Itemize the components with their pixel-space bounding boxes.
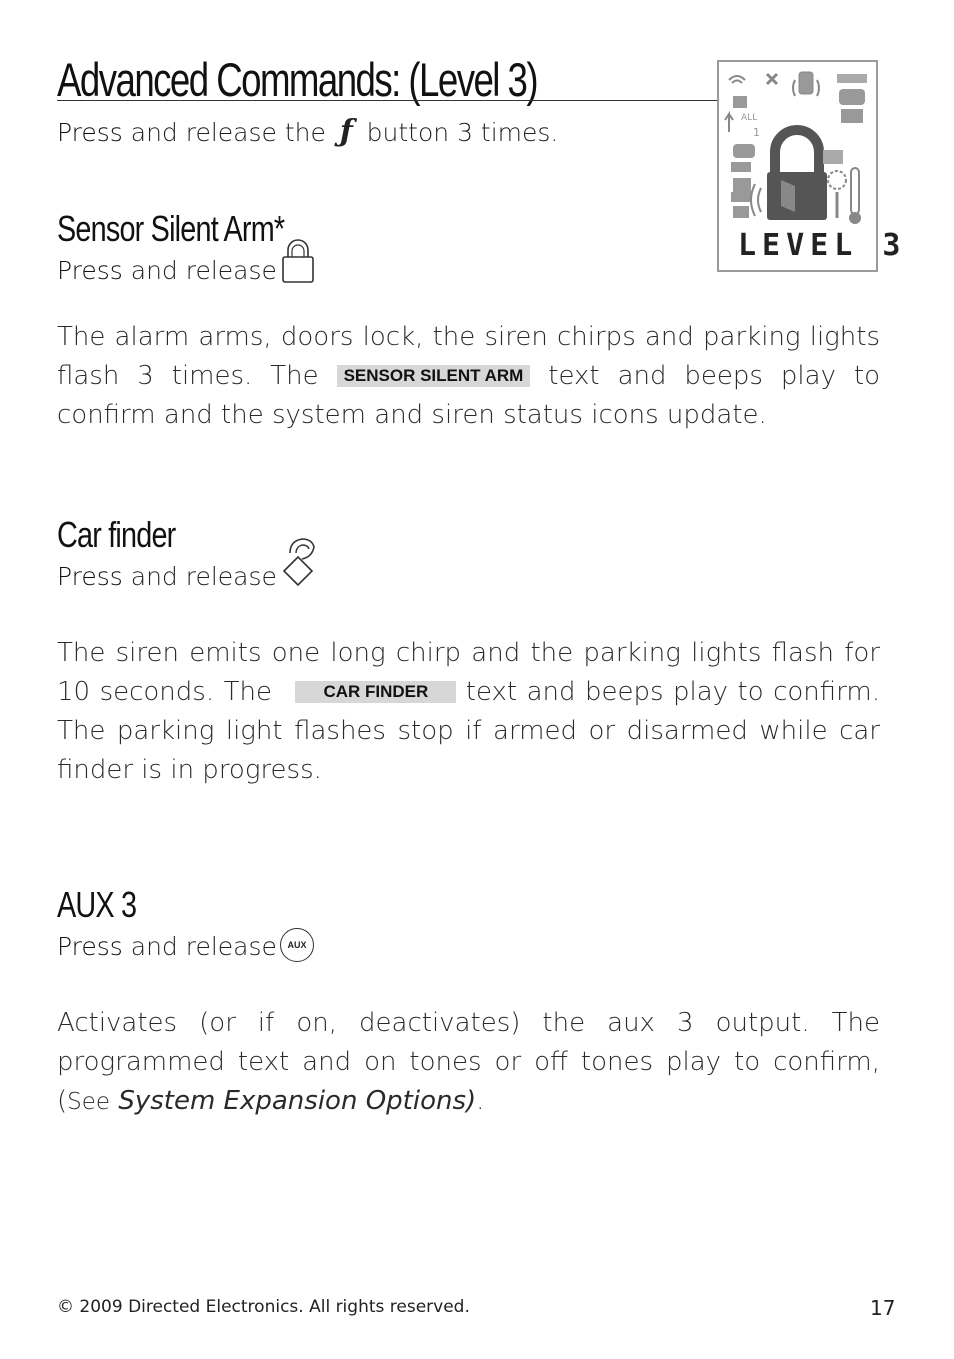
sensor-silent-arm-press-line (57, 256, 277, 285)
title-rule (57, 100, 717, 101)
press-word: Press (57, 118, 123, 147)
sensor-silent-arm-display-tag: SENSOR SILENT ARM (337, 365, 531, 387)
press-word: Press (57, 562, 123, 591)
press-word: Press (57, 256, 123, 285)
description-text: Activates (or if on, deactivates) the aux 3 output. The programmed text and on tones or off tones play to confirm, ( (57, 1008, 880, 1116)
lcd-level-label: LEVEL 3 (738, 228, 907, 263)
lcd-all-text: ALL (741, 113, 758, 123)
description-text: The siren emits one long chirp and the parking lights flash for 10 seconds. The (57, 638, 880, 707)
intro-line (57, 114, 558, 149)
car-finder-press-line (57, 562, 277, 591)
description-text: text and beeps play to confirm. The parking light flashes stop if armed or disarmed while car finder is in progress. (57, 677, 880, 785)
see-text: See (67, 1089, 111, 1115)
aux-button-icon: AUX (280, 928, 314, 962)
release-text: and release (122, 932, 277, 961)
press-word: Press (57, 932, 123, 961)
car-finder-display-tag: CAR FINDER (295, 681, 456, 703)
intro-text-after: button 3 times. (358, 118, 559, 147)
lock-icon (280, 237, 316, 285)
page-title: Advanced Commands: (Level 3) (57, 53, 538, 106)
aux3-press-line (57, 932, 277, 961)
description-text: The alarm arms, doors lock, the siren chirps and parking lights flash 3 times. The (57, 322, 880, 391)
lcd-one-text: 1 (753, 126, 760, 139)
page-number: 17 (870, 1296, 896, 1320)
description-text: text and beeps play to confirm and the system and siren status icons update. (57, 361, 881, 430)
sensor-silent-arm-description (57, 318, 880, 435)
sensor-silent-arm-heading: Sensor Silent Arm* (57, 208, 285, 249)
function-button-icon: ƒ (339, 114, 353, 149)
car-finder-heading: Car finder (57, 514, 176, 555)
car-finder-icon (280, 533, 320, 589)
car-finder-description (57, 634, 880, 790)
aux3-heading: AUX 3 (57, 884, 137, 925)
system-expansion-reference: System Expansion Options) (110, 1086, 477, 1116)
release-text: and release (122, 562, 277, 591)
description-end: . (476, 1086, 485, 1116)
intro-text-before: and release the (122, 118, 334, 147)
copyright-footer: © 2009 Directed Electronics. All rights reserved. (57, 1297, 470, 1317)
release-text: and release (122, 256, 277, 285)
aux3-description (57, 1004, 880, 1122)
